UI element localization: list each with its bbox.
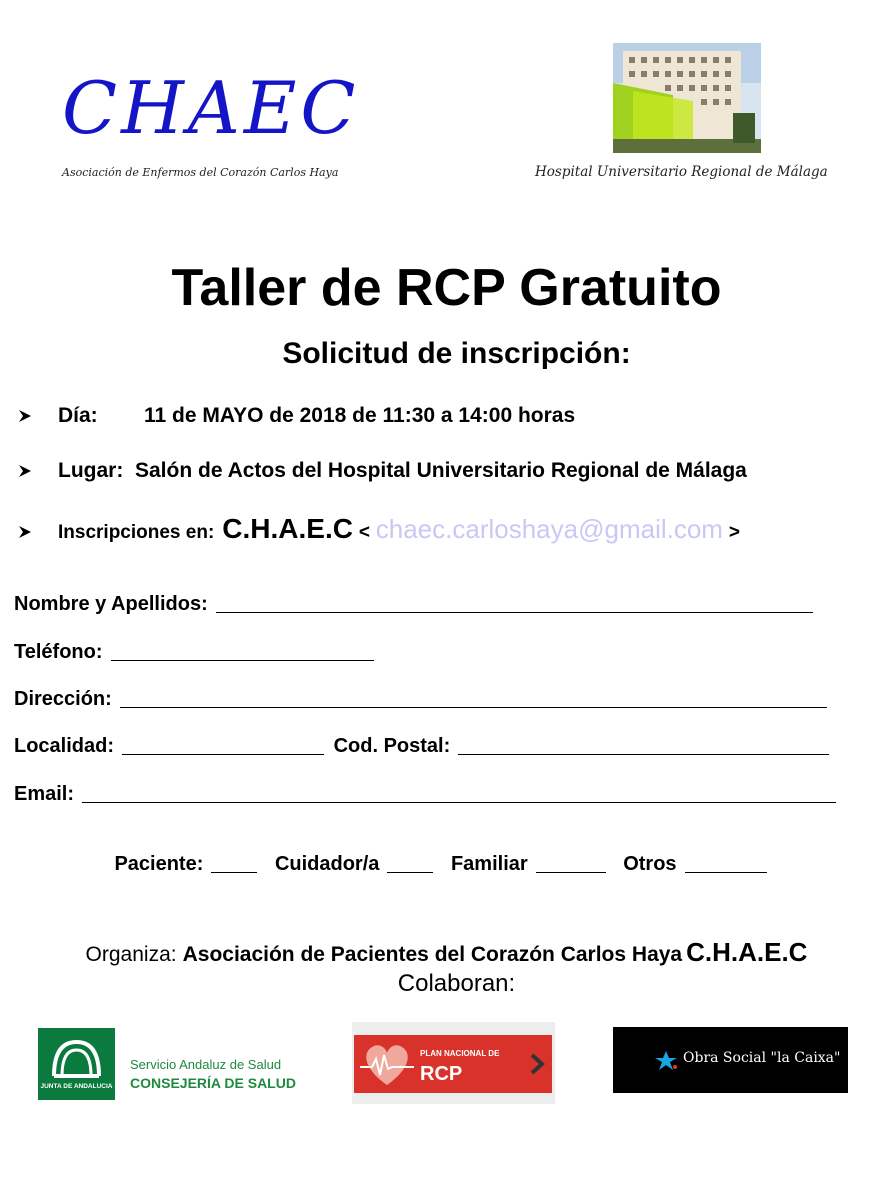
form-row-address [14, 688, 827, 711]
email-label: Email: [14, 783, 75, 805]
chevron-right-icon [528, 1053, 546, 1075]
city-field[interactable] [122, 736, 324, 755]
hospital-building-photo [613, 43, 761, 153]
bullet-place [18, 459, 747, 483]
option-patient-field[interactable] [211, 854, 257, 873]
bullet-arrow-icon [18, 409, 32, 423]
angle-open: < [358, 522, 370, 543]
bullet-registration [18, 513, 740, 545]
place-label: Lugar: [58, 459, 124, 482]
city-label: Localidad: [14, 735, 115, 757]
postal-label: Cod. Postal: [333, 735, 451, 757]
organiza-label: Organiza: [85, 943, 177, 966]
email-field[interactable] [82, 784, 836, 803]
option-others-field[interactable] [685, 854, 767, 873]
option-family-field[interactable] [536, 854, 606, 873]
rcp-banner [354, 1035, 552, 1093]
chaec-logo-subtitle: Asociación de Enfermos del Corazón Carlos Haya [62, 166, 339, 179]
registration-label: Inscripciones en: [58, 522, 215, 543]
page-subtitle: Solicitud de inscripción: [282, 337, 631, 370]
bullet-arrow-icon [18, 464, 32, 478]
form-row-phone [14, 641, 374, 664]
option-caregiver-label: Cuidador/a [274, 853, 380, 875]
postal-field[interactable] [458, 736, 829, 755]
la-caixa-logo [613, 1027, 848, 1093]
name-label: Nombre y Apellidos: [14, 593, 208, 615]
address-label: Dirección: [14, 688, 112, 710]
heart-ecg-icon [358, 1039, 416, 1089]
caixa-text: Obra Social "la Caixa" [683, 1050, 841, 1066]
option-patient-label: Paciente: [114, 853, 204, 875]
organiza-name: C.H.A.E.C [686, 937, 808, 967]
organiza-text: Asociación de Pacientes del Corazón Carlos Haya [182, 943, 683, 966]
sas-line2: CONSEJERÍA DE SALUD [130, 1075, 296, 1091]
form-row-city [14, 735, 829, 758]
form-row-name [14, 593, 813, 616]
collaborators-heading: Colaboran: [397, 970, 516, 997]
address-field[interactable] [120, 689, 827, 708]
rcp-big-text: RCP [420, 1063, 463, 1085]
angle-close: > [728, 522, 740, 543]
form-row-email [14, 783, 836, 806]
phone-field[interactable] [111, 642, 374, 661]
junta-arch-icon [50, 1036, 103, 1080]
organizer-line [0, 937, 893, 968]
rcp-small-text: PLAN NACIONAL DE [420, 1049, 500, 1058]
page-title: Taller de RCP Gratuito [171, 259, 722, 317]
chaec-logo: CHAEC [62, 66, 360, 150]
place-value: Salón de Actos del Hospital Universitario Regional de Málaga [135, 459, 747, 482]
day-label: Día: [58, 404, 98, 427]
caixa-star-icon [653, 1049, 679, 1071]
junta-text: JUNTA DE ANDALUCIA [40, 1083, 113, 1090]
participant-type-options [0, 853, 893, 876]
option-others-label: Otros [623, 853, 677, 875]
sas-line1: Servicio Andaluz de Salud [130, 1057, 282, 1072]
option-family-label: Familiar [450, 853, 528, 875]
junta-andalucia-logo [38, 1028, 115, 1100]
option-caregiver-field[interactable] [387, 854, 433, 873]
bullet-day [18, 404, 575, 428]
phone-label: Teléfono: [14, 641, 103, 663]
name-field[interactable] [216, 594, 813, 613]
hospital-caption: Hospital Universitario Regional de Málaga [535, 164, 828, 180]
rcp-logo [352, 1022, 555, 1104]
registration-email-link[interactable]: chaec.carloshaya@gmail.com [375, 514, 723, 544]
registration-org: C.H.A.E.C [222, 513, 353, 544]
bullet-arrow-icon [18, 525, 32, 539]
day-value: 11 de MAYO de 2018 de 11:30 a 14:00 horas [144, 404, 576, 427]
